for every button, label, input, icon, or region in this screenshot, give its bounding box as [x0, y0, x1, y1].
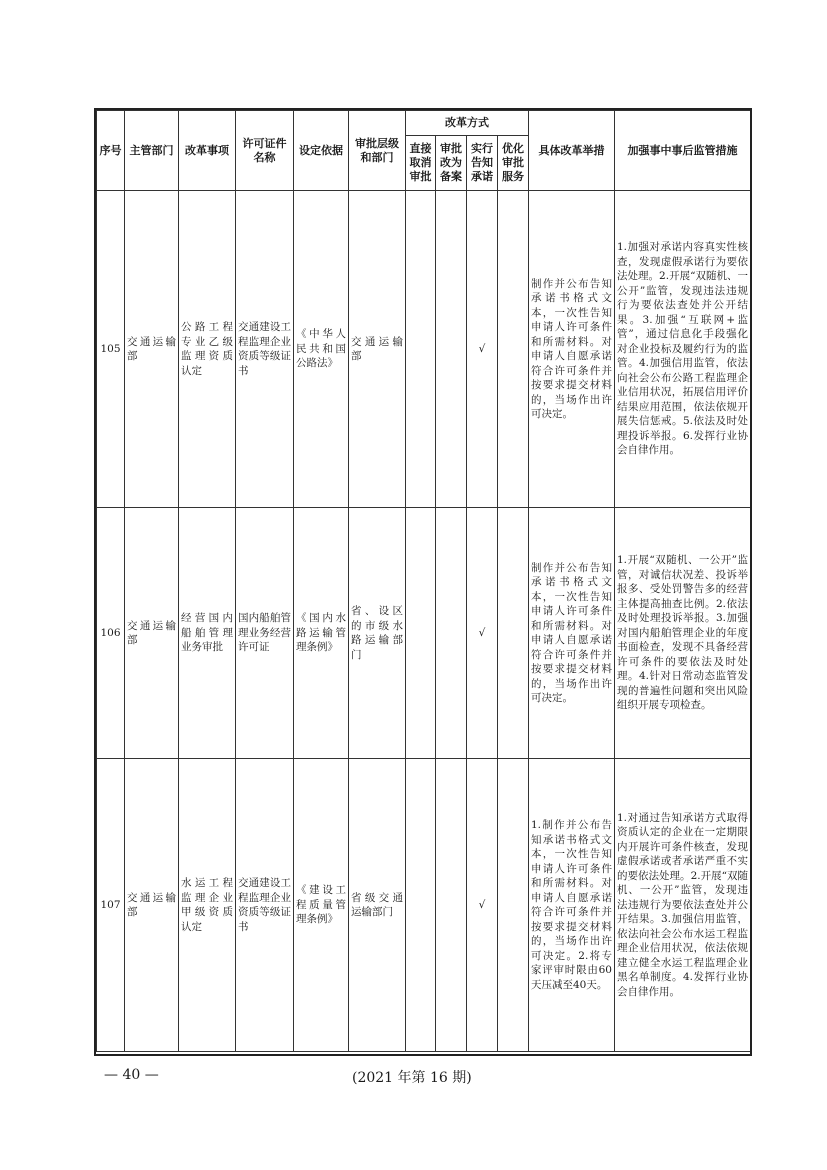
row-level: 省级交通运输部门 — [349, 759, 406, 1052]
row-cancel-cell — [406, 191, 436, 508]
row-item: 公路工程专业乙级监理资质认定 — [179, 191, 236, 508]
row-optimize-cell — [498, 191, 529, 508]
header-department: 主管部门 — [125, 111, 179, 191]
header-level: 审批层级和部门 — [349, 111, 406, 191]
row-department: 交通运输部 — [125, 759, 179, 1052]
row-basis: 《国内水路运输管理条例》 — [294, 508, 349, 759]
row-optimize-cell — [498, 759, 529, 1052]
table-row — [97, 508, 751, 759]
header-measures: 具体改革举措 — [529, 111, 615, 191]
row-level: 交通运输部 — [349, 191, 406, 508]
row-measures: 制作并公布告知承诺书格式文本，一次性告知申请人许可条件和所需材料。对申请人自愿承诺符合许可条件并按要求提交材料的，当场作出许可决定。 — [529, 508, 615, 759]
header-item: 改革事项 — [179, 111, 236, 191]
row-seq: 105 — [97, 191, 125, 508]
row-measures: 1.制作并公布告知承诺书格式文本，一次性告知申请人许可条件和所需材料。对申请人自愿承诺符合许可条件并按要求提交材料的，当场作出许可决定。2.将专家评审时限由60天压减至40天。 — [529, 759, 615, 1052]
header-supervision: 加强事中事后监管措施 — [615, 111, 751, 191]
row-cancel-cell — [406, 759, 436, 1052]
row-basis: 《中华人民共和国公路法》 — [294, 191, 349, 508]
row-item: 水运工程监理企业甲级资质认定 — [179, 759, 236, 1052]
row-measures: 制作并公布告知承诺书格式文本，一次性告知申请人许可条件和所需材料。对申请人自愿承诺符合许可条件并按要求提交材料的，当场作出许可决定。 — [529, 191, 615, 508]
header-method-commit: 实行告知承诺 — [467, 136, 498, 191]
row-commit-check: √ — [467, 191, 498, 508]
row-supervision: 1.加强对承诺内容真实性核查，发现虚假承诺行为要依法处理。2.开展“双随机、一公开”监管，发现违法违规行为要依法查处并公开结果。3.加强“互联网+监管”，通过信息化手段强化对企业投标及履约行为的监管。4.加强信用监管，依法向社会公布公路工程监理企业信用状况，拓展信用评价结果应用范围，依法依规开展失信惩戒。5.依法及时处理投诉举报。6.发挥行业协会自律作用。 — [615, 191, 751, 508]
row-seq: 107 — [97, 759, 125, 1052]
row-record-cell — [436, 759, 467, 1052]
row-commit-check: √ — [467, 508, 498, 759]
header-seq: 序号 — [97, 111, 125, 191]
row-seq: 106 — [97, 508, 125, 759]
row-supervision: 1.开展“双随机、一公开”监管，对诚信状况差、投诉举报多、受处罚警告多的经营主体提高抽查比例。2.依法及时处理投诉举报。3.加强对国内船舶管理企业的年度书面检查，发现不具备经营许可条件的要依法及时处理。4.针对日常动态监管发现的普遍性问题和突出风险组织开展专项检查。 — [615, 508, 751, 759]
page-number: — 40 — — [104, 1067, 159, 1083]
row-department: 交通运输部 — [125, 508, 179, 759]
row-commit-check: √ — [467, 759, 498, 1052]
table-row — [97, 191, 751, 508]
reform-table-frame — [94, 108, 752, 1056]
row-level: 省、设区的市级水路运输部门 — [349, 508, 406, 759]
row-license: 交通建设工程监理企业资质等级证书 — [236, 759, 294, 1052]
row-cancel-cell — [406, 508, 436, 759]
row-item: 经营国内船舶管理业务审批 — [179, 508, 236, 759]
row-record-cell — [436, 191, 467, 508]
row-supervision: 1.对通过告知承诺方式取得资质认定的企业在一定期限内开展许可条件核查，发现虚假承诺或者承诺严重不实的要依法处理。2.开展“双随机、一公开”监管，发现违法违规行为要依法查处并公开结果。3.加强信用监管，依法向社会公布水运工程监理企业信用状况，依法依规建立健全水运工程监理企业黑名单制度。4.发挥行业协会自律作用。 — [615, 759, 751, 1052]
row-license: 国内船舶管理业务经营许可证 — [236, 508, 294, 759]
header-license: 许可证件名称 — [236, 111, 294, 191]
header-method-cancel: 直接取消审批 — [406, 136, 436, 191]
row-license: 交通建设工程监理企业资质等级证书 — [236, 191, 294, 508]
header-method-optimize: 优化审批服务 — [498, 136, 529, 191]
header-reform-method: 改革方式 — [406, 111, 529, 136]
reform-table — [96, 110, 751, 1052]
header-row — [97, 111, 751, 136]
table-row — [97, 759, 751, 1052]
header-basis: 设定依据 — [294, 111, 349, 191]
header-method-record: 审批改为备案 — [436, 136, 467, 191]
row-record-cell — [436, 508, 467, 759]
issue-label: (2021 年第 16 期) — [352, 1070, 472, 1086]
row-department: 交通运输部 — [125, 191, 179, 508]
row-optimize-cell — [498, 508, 529, 759]
row-basis: 《建设工程质量管理条例》 — [294, 759, 349, 1052]
